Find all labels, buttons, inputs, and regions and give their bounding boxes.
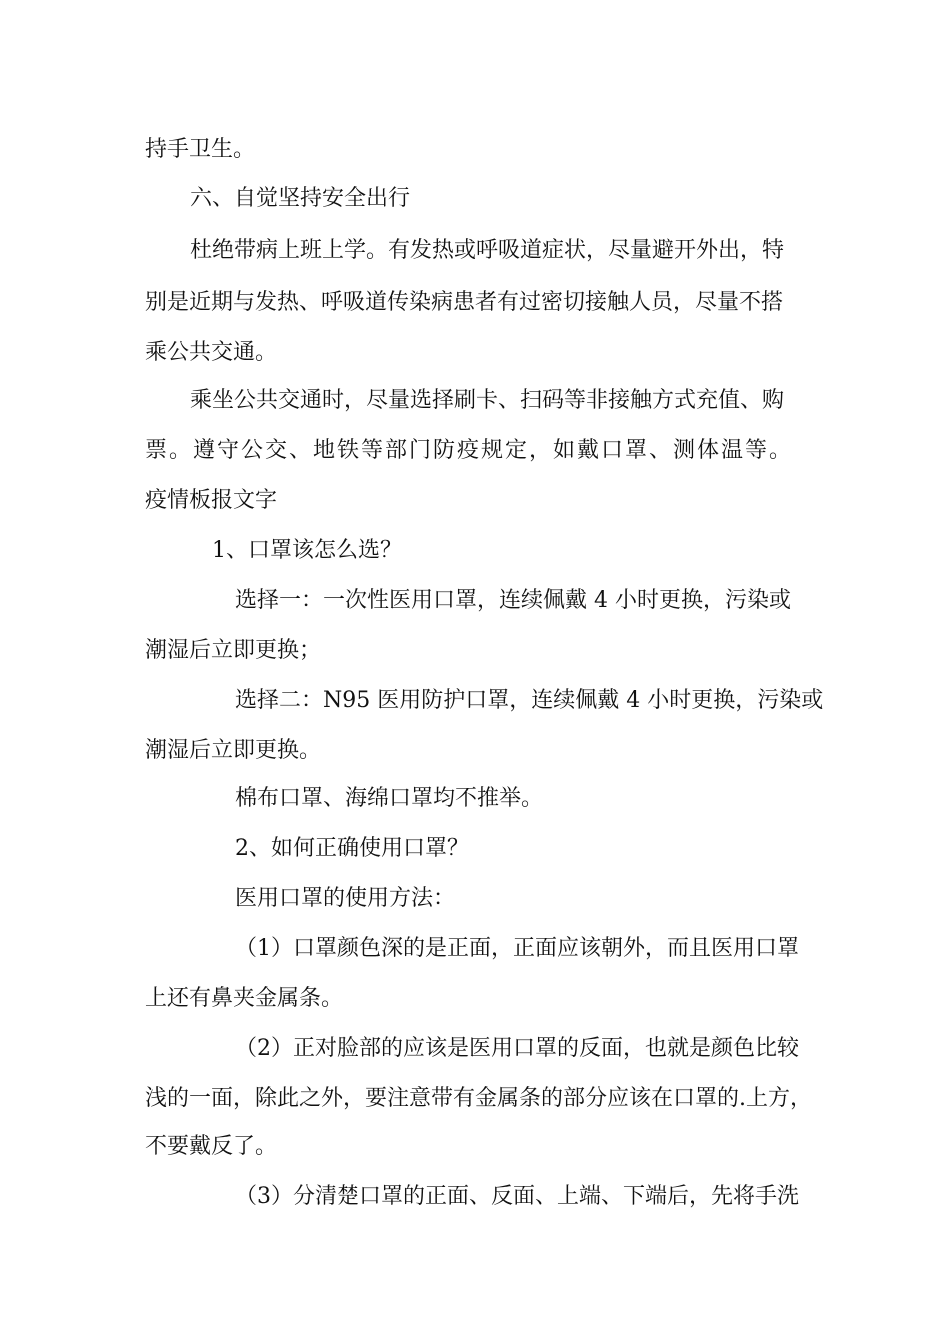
paragraph-line: 乘公共交通。 [145, 340, 278, 365]
paragraph-line: 杜绝带病上班上学。有发热或呼吸道症状，尽量避开外出，特 [190, 238, 785, 263]
paragraph-line: 别是近期与发热、呼吸道传染病患者有过密切接触人员，尽量不搭 [145, 290, 784, 315]
paragraph-line: 选择二：N95 医用防护口罩，连续佩戴 4 小时更换，污染或 [235, 688, 824, 713]
paragraph-line: 不要戴反了。 [145, 1134, 278, 1159]
document-title: 疫情板报文字 [145, 488, 278, 513]
paragraph-line: 票。遵守公交、地铁等部门防疫规定，如戴口罩、测体温等。 [145, 438, 794, 463]
paragraph-line: 医用口罩的使用方法： [235, 886, 456, 911]
paragraph-line: （2）正对脸部的应该是医用口罩的反面，也就是颜色比较 [235, 1036, 799, 1061]
paragraph-line: 潮湿后立即更换。 [145, 738, 322, 763]
paragraph-line: 选择一：一次性医用口罩，连续佩戴 4 小时更换，污染或 [235, 588, 791, 613]
section-heading: 六、自觉坚持安全出行 [190, 186, 411, 211]
paragraph-line: 乘坐公共交通时，尽量选择刷卡、扫码等非接触方式充值、购 [190, 388, 785, 413]
question-heading: 1、口罩该怎么选？ [212, 538, 402, 563]
paragraph-line: 持手卫生。 [145, 137, 256, 162]
question-heading: 2、如何正确使用口罩？ [235, 836, 469, 861]
paragraph-line: 浅的一面，除此之外，要注意带有金属条的部分应该在口罩的.上方， [145, 1086, 812, 1111]
paragraph-line: 潮湿后立即更换； [145, 638, 322, 663]
paragraph-line: 棉布口罩、海绵口罩均不推举。 [235, 786, 544, 811]
paragraph-line: 上还有鼻夹金属条。 [145, 986, 344, 1011]
paragraph-line: （3）分清楚口罩的正面、反面、上端、下端后，先将手洗 [235, 1184, 799, 1209]
paragraph-line: （1）口罩颜色深的是正面，正面应该朝外，而且医用口罩 [235, 936, 799, 961]
